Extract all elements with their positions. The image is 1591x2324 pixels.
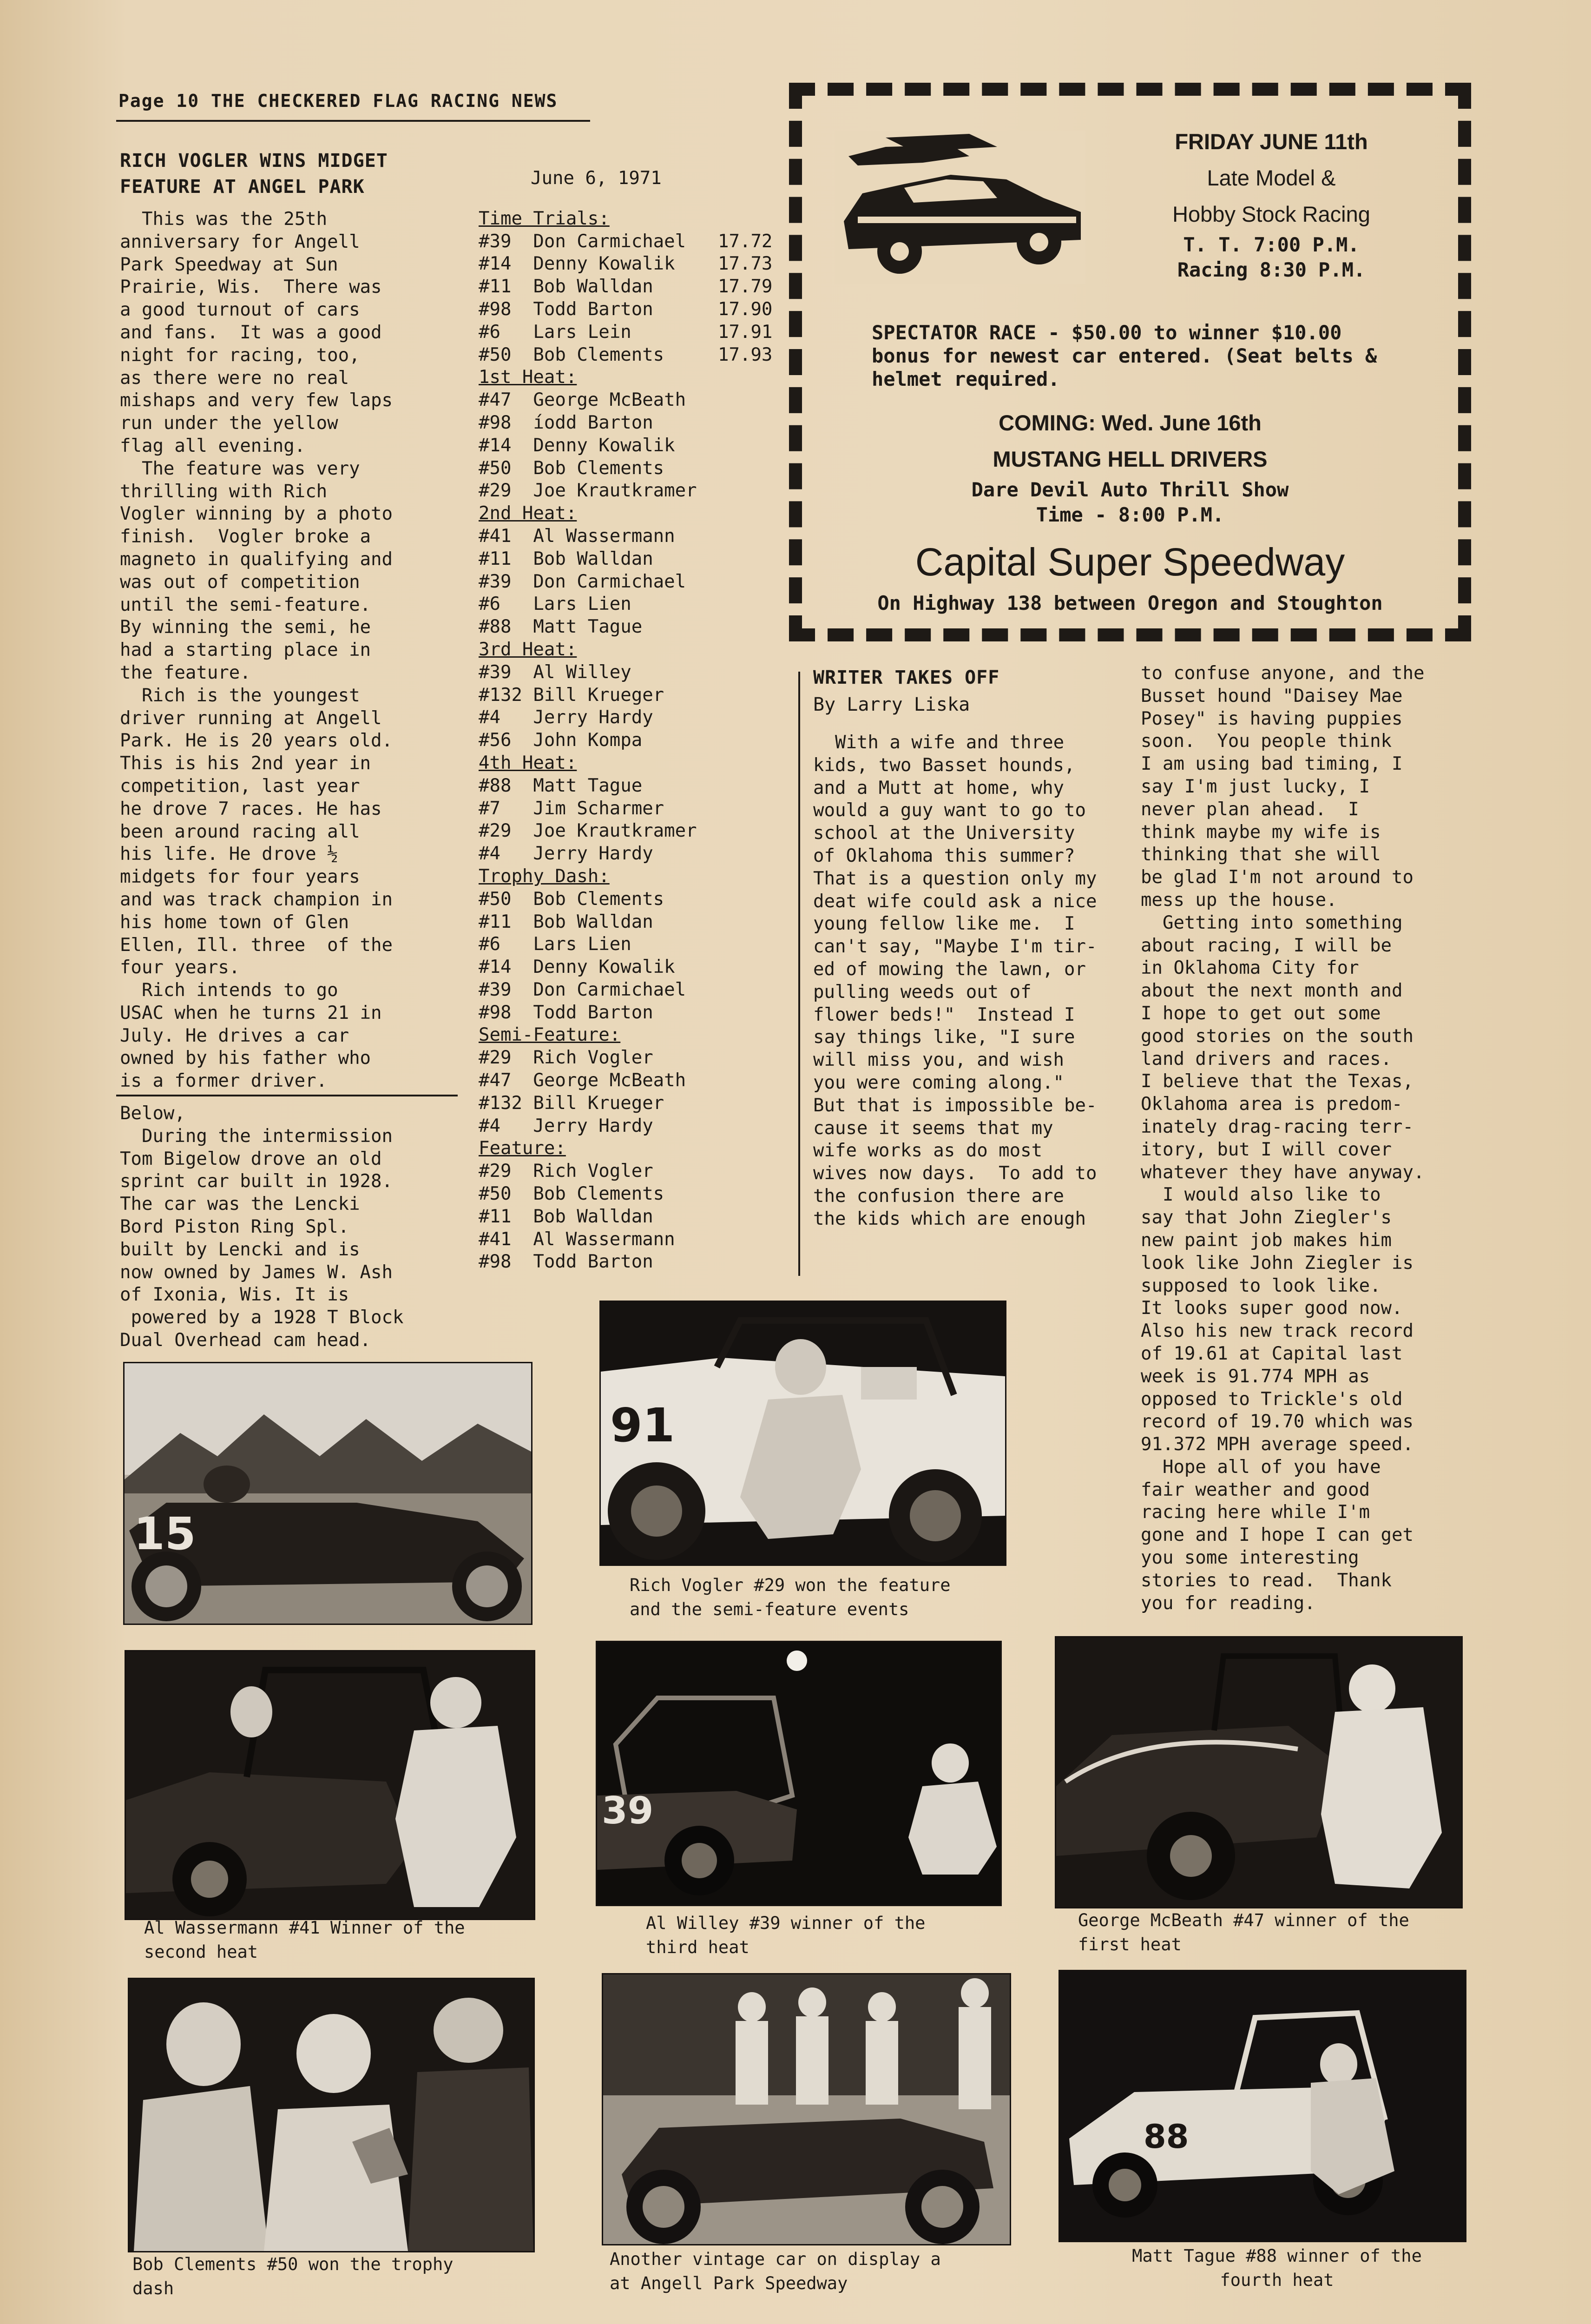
article-divider	[116, 1095, 458, 1096]
writer-line: kids, two Basset hounds,	[813, 754, 1075, 776]
semi-title: Semi-Feature:	[479, 1024, 621, 1046]
ad-spectator-2: bonus for newest car entered. (Seat belts &	[872, 344, 1377, 367]
trophy-entry: #14 Denny Kowalik	[479, 957, 675, 978]
caption-line: at Angell Park Speedway	[610, 2273, 848, 2293]
article-line: he drove 7 races. He has	[120, 798, 382, 819]
writer-line: Hope all of you have	[1141, 1456, 1381, 1478]
car-number-15: 15	[134, 1508, 196, 1560]
article-line: magneto in qualifying and	[120, 548, 393, 570]
writer-line: pulling weeds out of	[813, 981, 1032, 1003]
caption-line: third heat	[646, 1937, 749, 1957]
caption-line: Another vintage car on display a	[610, 2249, 941, 2269]
writer-line: and a Mutt at home, why	[813, 777, 1065, 799]
time-trial-time: 17.91	[718, 321, 773, 343]
ad-spectator	[872, 321, 1429, 391]
heat3-list	[479, 661, 785, 752]
writer-line: stories to read. Thank	[1141, 1570, 1392, 1591]
time-trial-time: 17.73	[718, 253, 773, 275]
writer-line: never plan ahead. I	[1141, 799, 1359, 820]
writer-line: say that John Ziegler's	[1141, 1207, 1392, 1228]
caption-vogler	[630, 1573, 1011, 1622]
writer-line: soon. You people think	[1141, 731, 1392, 752]
feature-title: Feature:	[479, 1138, 566, 1159]
photo-matt-tague	[1058, 1970, 1466, 2242]
writer-line: flower beds!" Instead I	[813, 1004, 1075, 1025]
semi-entry: #29 Rich Vogler	[479, 1047, 653, 1069]
time-trials-title: Time Trials:	[479, 208, 610, 229]
feature-entry: #41 Al Wassermann	[479, 1228, 675, 1250]
article-line: his life. He drove ½	[120, 844, 338, 865]
car-number-91: 91	[610, 1398, 675, 1452]
writer-line: you were coming along."	[813, 1072, 1065, 1093]
writer-line: inately drag-racing terr-	[1141, 1116, 1413, 1137]
writer-line: say things like, "I sure	[813, 1027, 1075, 1048]
photo-al-wassermann	[125, 1650, 535, 1920]
ad-speedway-name: Capital Super Speedway	[915, 540, 1345, 584]
time-trial-driver: #39 Don Carmichael	[479, 231, 686, 252]
ad-thrill: Dare Devil Auto Thrill Show	[971, 478, 1289, 501]
feature-list	[479, 1160, 785, 1274]
heat1-entry: #98 íodd Barton	[479, 412, 653, 433]
writer-line: mess up the house.	[1141, 889, 1337, 911]
ad-upper-text	[1090, 124, 1453, 283]
writer-column-1	[813, 732, 1138, 1231]
writer-line: record of 19.70 which was	[1141, 1411, 1413, 1433]
time-trial-time: 17.72	[718, 231, 773, 252]
time-trial-row	[479, 276, 785, 298]
heat3-entry: #56 John Kompa	[479, 730, 643, 751]
article-headline-2: FEATURE AT ANGEL PARK	[120, 176, 365, 198]
writer-line: land drivers and races.	[1141, 1048, 1392, 1070]
caption-line: dash	[132, 2278, 174, 2298]
writer-line: Oklahoma area is predom-	[1141, 1094, 1403, 1115]
writer-line: Getting into something	[1141, 912, 1403, 933]
caption-line: Rich Vogler #29 won the feature	[630, 1575, 951, 1595]
heat3-entry: #4 Jerry Hardy	[479, 707, 653, 728]
writer-line: be glad I'm not around to	[1141, 867, 1413, 888]
caption-tague	[1091, 2244, 1463, 2292]
writer-line: new paint job makes him	[1141, 1229, 1392, 1251]
article-line: competition, last year	[120, 775, 360, 797]
caption-willey	[646, 1911, 1018, 1960]
article-line: was out of competition	[120, 571, 360, 593]
time-trial-driver: #50 Bob Clements	[479, 344, 664, 365]
writer-line: I would also like to	[1141, 1184, 1381, 1206]
writer-line: good stories on the south	[1141, 1025, 1413, 1047]
time-trials-list	[479, 231, 785, 367]
writer-line: 91.372 MPH average speed.	[1141, 1434, 1413, 1455]
caption-clements	[132, 2252, 532, 2301]
article-line: his home town of Glen	[120, 911, 349, 933]
article-line: the feature.	[120, 662, 251, 683]
article-body	[120, 208, 464, 1093]
article-line: is a former driver.	[120, 1070, 328, 1092]
article-line: Rich intends to go	[120, 980, 338, 1001]
writer-line: opposed to Trickle's old	[1141, 1388, 1403, 1410]
ad-spectator-1: SPECTATOR RACE - $50.00 to winner $10.00	[872, 321, 1342, 344]
writer-headline: WRITER TAKES OFF	[813, 667, 1000, 688]
ad-coming-date: COMING: Wed. June 16th	[999, 410, 1262, 435]
writer-line: Also his new track record	[1141, 1320, 1413, 1342]
article-line: had a starting place in	[120, 640, 371, 661]
heat2-entry: #88 Matt Tague	[479, 616, 643, 638]
below-caption-text	[120, 1103, 464, 1352]
article-line: July. He drives a car	[120, 1025, 349, 1046]
article-line: midgets for four years	[120, 866, 360, 888]
writer-line: I am using bad timing, I	[1141, 753, 1403, 775]
feature-entry: #98 Todd Barton	[479, 1251, 653, 1273]
caption-line: fourth heat	[1220, 2270, 1334, 2290]
semi-entry: #47 George McBeath	[479, 1070, 686, 1091]
article-line: Prairie, Wis. There was	[120, 277, 382, 298]
article-line: four years.	[120, 957, 240, 978]
writer-line: to confuse anyone, and the	[1141, 663, 1425, 684]
photo-vintage-car-display	[602, 1973, 1011, 2245]
article-line: owned by his father who	[120, 1048, 371, 1069]
writer-line: look like John Ziegler is	[1141, 1252, 1413, 1274]
trophy-entry: #50 Bob Clements	[479, 888, 664, 910]
heat4-title: 4th Heat:	[479, 752, 577, 773]
semi-entry: #132 Bill Krueger	[479, 1092, 664, 1114]
time-trial-driver: #6 Lars Lein	[479, 321, 631, 343]
article-line: thrilling with Rich	[120, 481, 328, 502]
heat2-entry: #6 Lars Lien	[479, 594, 631, 615]
writer-line: gone and I hope I can get	[1141, 1525, 1413, 1546]
caption-line: second heat	[144, 1942, 258, 1962]
page-header: Page 10 THE CHECKERED FLAG RACING NEWS	[118, 91, 558, 111]
article-line: mishaps and very few laps	[120, 390, 393, 411]
car-number-39: 39	[602, 1789, 654, 1832]
article-line: Vogler winning by a photo	[120, 503, 393, 525]
writer-line: the kids which are enough	[813, 1208, 1086, 1229]
heat1-entry: #29 Joe Krautkramer	[479, 480, 697, 502]
writer-line: think maybe my wife is	[1141, 821, 1381, 843]
heat3-entry: #39 Al Willey	[479, 661, 631, 683]
article-line: Park Speedway at Sun	[120, 254, 338, 275]
article-line: The feature was very	[120, 458, 360, 479]
article-line: and fans. It was a good	[120, 322, 382, 343]
article-line: until the semi-feature.	[120, 594, 371, 615]
heat1-list	[479, 389, 785, 502]
writer-line: wives now days. To add to	[813, 1163, 1097, 1184]
writer-byline: By Larry Liska	[813, 694, 970, 715]
ad-racing: Racing 8:30 P.M.	[1177, 258, 1366, 281]
article-line: finish. Vogler broke a	[120, 526, 371, 548]
time-trial-driver: #11 Bob Walldan	[479, 276, 653, 297]
writer-line: the confusion there are	[813, 1185, 1065, 1207]
below-caption-line: Dual Overhead cam head.	[120, 1329, 371, 1351]
heat2-entry: #39 Don Carmichael	[479, 571, 686, 592]
writer-line: would a guy want to go to	[813, 800, 1086, 821]
heat4-list	[479, 775, 785, 865]
photo-vintage-car-15	[123, 1362, 533, 1625]
writer-line: whatever they have anyway.	[1141, 1162, 1425, 1183]
ad-coming	[802, 405, 1458, 528]
caption-line: and the semi-feature events	[630, 1599, 909, 1619]
time-trial-row	[479, 321, 785, 344]
writer-line: racing here while I'm	[1141, 1502, 1370, 1523]
writer-line: say I'm just lucky, I	[1141, 776, 1370, 797]
writer-line: about the next month and	[1141, 980, 1403, 1002]
article-line: This is his 2nd year in	[120, 753, 371, 774]
writer-line: cause it seems that my	[813, 1117, 1053, 1139]
article-line: night for racing, too,	[120, 344, 360, 366]
writer-line: deat wife could ask a nice	[813, 891, 1097, 912]
writer-line: of Oklahoma this summer?	[813, 845, 1075, 866]
writer-line: I believe that the Texas,	[1141, 1071, 1413, 1092]
heat2-entry: #41 Al Wassermann	[479, 525, 675, 547]
writer-line: thinking that she will	[1141, 844, 1381, 865]
ad-date: FRIDAY JUNE 11th	[1175, 129, 1368, 154]
feature-entry: #50 Bob Clements	[479, 1183, 664, 1205]
trophy-title: Trophy Dash:	[479, 865, 610, 887]
left-article	[120, 148, 464, 1093]
below-caption-line: Below,	[120, 1103, 185, 1124]
writer-article	[813, 665, 1138, 1231]
header-rule	[116, 120, 590, 122]
ad-spectator-3: helmet required.	[872, 368, 1060, 390]
writer-line: you some interesting	[1141, 1547, 1359, 1569]
article-line: run under the yellow	[120, 413, 338, 434]
heat2-entry: #11 Bob Walldan	[479, 548, 653, 569]
below-caption-line: now owned by James W. Ash	[120, 1261, 393, 1283]
heat1-title: 1st Heat:	[479, 367, 577, 388]
heat2-title: 2nd Heat:	[479, 503, 577, 524]
caption-line: Al Wassermann #41 Winner of the	[144, 1918, 465, 1938]
below-caption-line: The car was the Lencki	[120, 1194, 360, 1215]
trophy-entry: #6 Lars Lien	[479, 934, 631, 955]
semi-list	[479, 1047, 785, 1137]
heat1-entry: #50 Bob Clements	[479, 457, 664, 479]
heat4-entry: #88 Matt Tague	[479, 775, 643, 796]
caption-vintage	[610, 2247, 1014, 2296]
article-line: Park. He is 20 years old.	[120, 730, 393, 752]
writer-line: ed of mowing the lawn, or	[813, 958, 1086, 980]
time-trial-row	[479, 253, 785, 276]
article-headline-1: RICH VOGLER WINS MIDGET	[120, 150, 388, 172]
photo-rich-vogler	[599, 1301, 1006, 1566]
time-trial-time: 17.93	[718, 344, 773, 365]
writer-line: Posey" is having puppies	[1141, 708, 1403, 729]
article-line: a good turnout of cars	[120, 299, 360, 321]
time-trial-row	[479, 298, 785, 321]
writer-line: wife works as do most	[813, 1140, 1043, 1162]
below-caption-line: Bord Piston Ring Spl.	[120, 1216, 349, 1237]
speedway-ad	[789, 83, 1471, 641]
article-line: By winning the semi, he	[120, 617, 371, 638]
heat4-entry: #4 Jerry Hardy	[479, 843, 653, 865]
article-line: Ellen, Ill. three of the	[120, 934, 393, 956]
writer-line: will miss you, and wish	[813, 1050, 1065, 1071]
photo-bob-clements	[128, 1978, 535, 2252]
ad-mustang: MUSTANG HELL DRIVERS	[993, 447, 1268, 471]
photo-al-willey	[596, 1641, 1002, 1906]
heat3-title: 3rd Heat:	[479, 639, 577, 660]
writer-line: week is 91.774 MPH as	[1141, 1366, 1370, 1387]
semi-entry: #4 Jerry Hardy	[479, 1115, 653, 1136]
writer-line: It looks super good now.	[1141, 1298, 1403, 1319]
caption-mcbeath	[1078, 1908, 1473, 1957]
caption-line: Matt Tague #88 winner of the	[1132, 2246, 1422, 2266]
article-line: anniversary for Angell	[120, 231, 360, 252]
writer-line: itory, but I will cover	[1141, 1139, 1392, 1160]
writer-line: of 19.61 at Capital last	[1141, 1343, 1403, 1364]
article-line: This was the 25th	[120, 209, 328, 230]
below-caption-line: built by Lencki and is	[120, 1239, 360, 1260]
writer-line: Busset hound "Daisey Mae	[1141, 685, 1403, 706]
writer-line: But that is impossible be-	[813, 1095, 1097, 1116]
ad-event: Late Model &	[1207, 165, 1336, 190]
results-date: June 6, 1971	[531, 168, 662, 189]
writer-line: supposed to look like.	[1141, 1275, 1381, 1296]
time-trial-driver: #98 Todd Barton	[479, 298, 653, 320]
writer-line: I hope to get out some	[1141, 1003, 1381, 1024]
below-caption-line: Tom Bigelow drove an old	[120, 1148, 382, 1169]
time-trial-row	[479, 344, 785, 367]
trophy-list	[479, 888, 785, 1024]
feature-entry: #11 Bob Walldan	[479, 1206, 653, 1227]
below-caption-line: of Ixonia, Wis. It is	[120, 1284, 349, 1306]
heat4-entry: #7 Jim Scharmer	[479, 798, 664, 819]
heat2-list	[479, 525, 785, 639]
article-line: flag all evening.	[120, 435, 306, 456]
writer-line: young fellow like me. I	[813, 913, 1075, 935]
time-trial-time: 17.79	[718, 276, 773, 297]
writer-line: With a wife and three	[813, 732, 1065, 753]
caption-line: Al Willey #39 winner of the	[646, 1913, 926, 1933]
race-car-illustration	[830, 128, 1090, 286]
article-line: as there were no real	[120, 367, 349, 389]
feature-entry: #29 Rich Vogler	[479, 1161, 653, 1182]
writer-divider	[798, 672, 800, 1276]
writer-line: about racing, I will be	[1141, 935, 1392, 956]
photo-george-mcbeath	[1055, 1636, 1463, 1908]
time-trial-row	[479, 231, 785, 253]
trophy-entry: #11 Bob Walldan	[479, 911, 653, 932]
article-line: Rich is the youngest	[120, 685, 360, 706]
writer-line: you for reading.	[1141, 1592, 1315, 1614]
time-trial-driver: #14 Denny Kowalik	[479, 253, 675, 275]
article-line: USAC when he turns 21 in	[120, 1002, 382, 1023]
caption-line: Bob Clements #50 won the trophy	[132, 2254, 454, 2274]
caption-wassermann	[144, 1916, 544, 1964]
writer-line: can't say, "Maybe I'm tir-	[813, 936, 1097, 957]
caption-line: first heat	[1078, 1934, 1182, 1954]
writer-line: in Oklahoma City for	[1141, 957, 1359, 979]
article-line: been around racing all	[120, 821, 360, 842]
car-number-88: 88	[1144, 2118, 1189, 2156]
ad-tt: T. T. 7:00 P.M.	[1183, 233, 1360, 256]
writer-line: That is a question only my	[813, 868, 1097, 889]
writer-line: school at the University	[813, 823, 1075, 844]
article-line: and was track champion in	[120, 889, 393, 910]
heat3-entry: #132 Bill Krueger	[479, 684, 664, 706]
article-line: driver running at Angell	[120, 707, 382, 729]
writer-column-2	[1141, 662, 1466, 1615]
trophy-entry: #98 Todd Barton	[479, 1002, 653, 1023]
trophy-entry: #39 Don Carmichael	[479, 979, 686, 1000]
writer-line: fair weather and good	[1141, 1479, 1370, 1500]
time-trial-time: 17.90	[718, 298, 773, 320]
race-results	[479, 167, 785, 1274]
heat1-entry: #14 Denny Kowalik	[479, 435, 675, 456]
below-caption-line: During the intermission	[120, 1125, 393, 1147]
ad-location: On Highway 138 between Oregon and Stoughton	[877, 592, 1383, 614]
caption-line: George McBeath #47 winner of the	[1078, 1910, 1409, 1930]
below-caption-line: sprint car built in 1928.	[120, 1171, 393, 1192]
below-caption-line: powered by a 1928 T Block	[120, 1307, 404, 1328]
ad-time: Time - 8:00 P.M.	[1036, 503, 1224, 526]
ad-event2: Hobby Stock Racing	[1172, 202, 1370, 226]
heat4-entry: #29 Joe Krautkramer	[479, 820, 697, 842]
heat1-entry: #47 George McBeath	[479, 390, 686, 411]
